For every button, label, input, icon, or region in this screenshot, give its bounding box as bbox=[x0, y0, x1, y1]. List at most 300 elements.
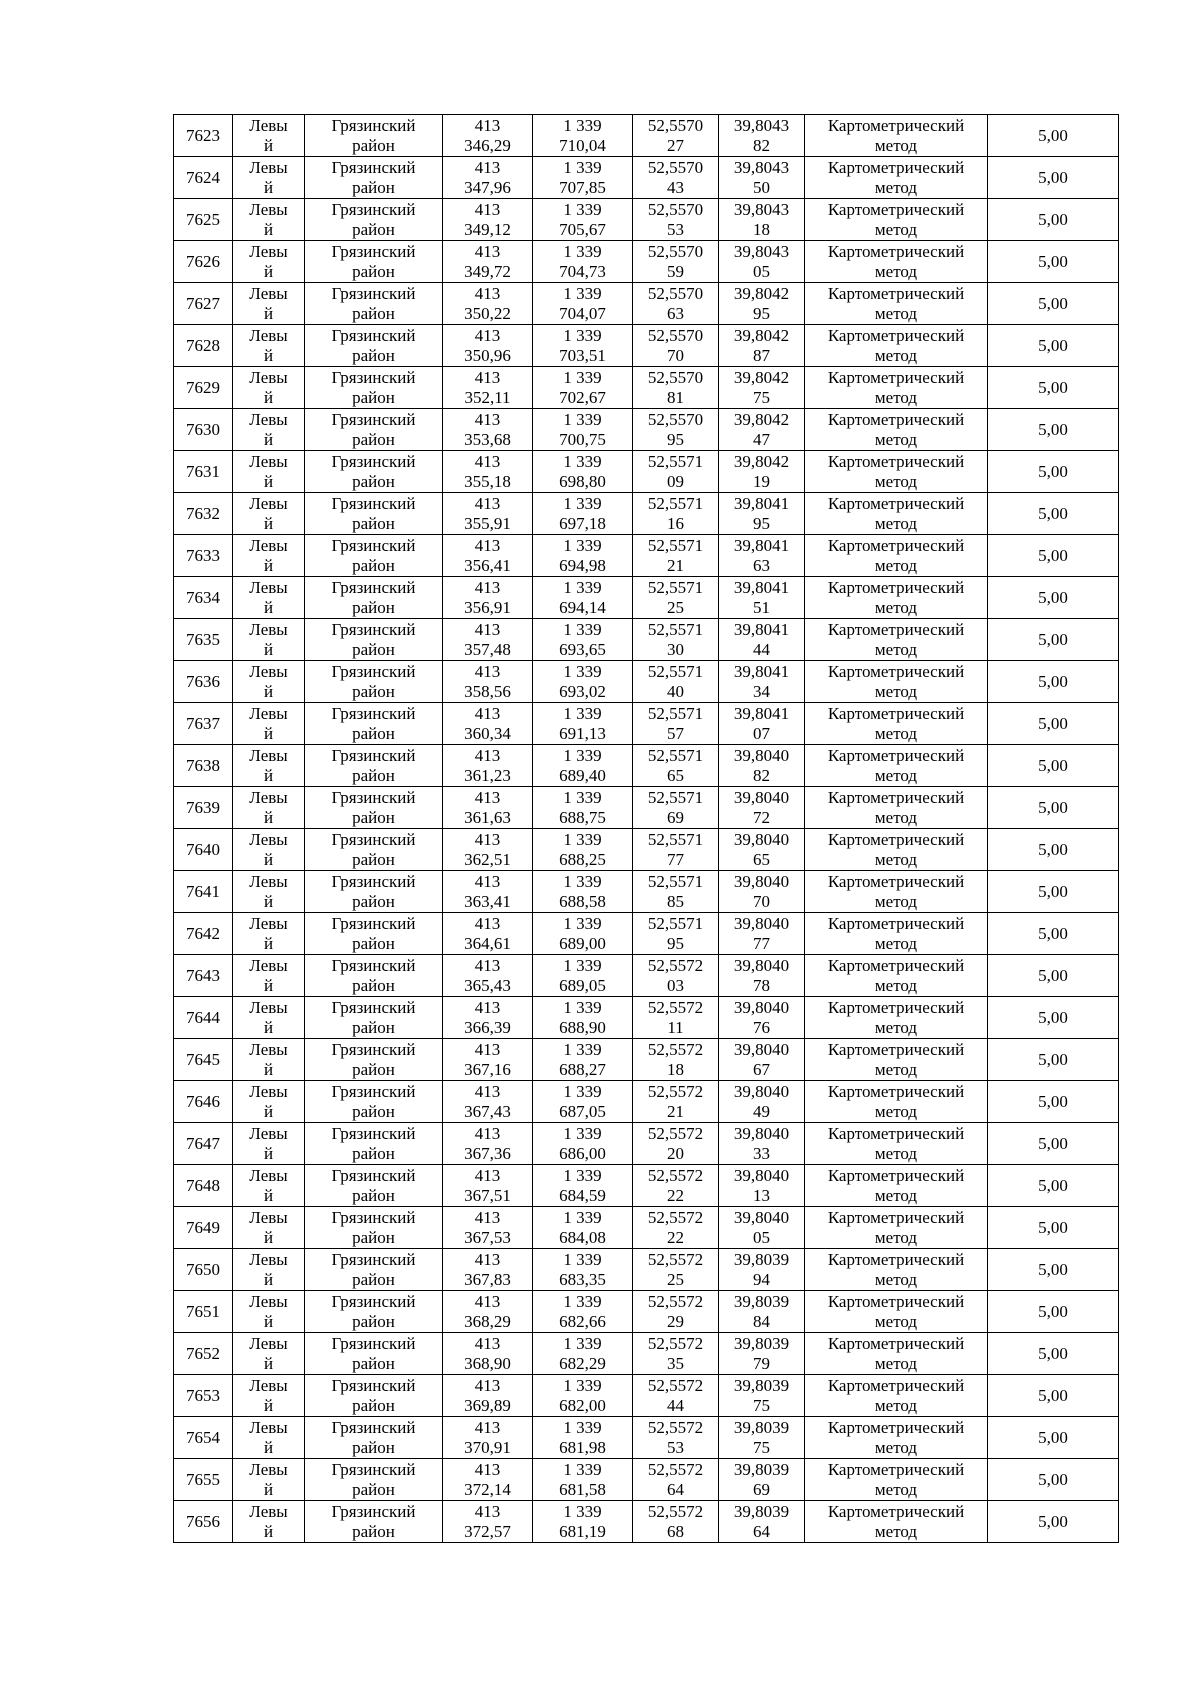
cell-latitude bbox=[633, 1417, 719, 1459]
cell-latitude-line: 69 bbox=[667, 807, 684, 827]
cell-side-line: й bbox=[263, 429, 274, 449]
cell-side bbox=[233, 1165, 305, 1207]
cell-district-line: Грязинский bbox=[331, 409, 416, 429]
cell-district bbox=[305, 1291, 443, 1333]
cell-coord-y bbox=[533, 1123, 633, 1165]
cell-point-number: 7651 bbox=[174, 1291, 233, 1333]
cell-district bbox=[305, 703, 443, 745]
cell-latitude bbox=[633, 913, 719, 955]
cell-latitude bbox=[633, 619, 719, 661]
cell-coord-x bbox=[443, 1081, 533, 1123]
cell-longitude-line: 39,8043 bbox=[733, 241, 790, 261]
cell-method-line: метод bbox=[874, 1143, 918, 1163]
cell-method-line: Картометрический bbox=[827, 1081, 965, 1101]
cell-district-line: район bbox=[352, 1017, 395, 1037]
cell-coord-y bbox=[533, 1249, 633, 1291]
cell-side bbox=[233, 1081, 305, 1123]
cell-method-line: метод bbox=[874, 513, 918, 533]
cell-coord-x-line: 369,89 bbox=[464, 1395, 511, 1415]
cell-accuracy: 5,00 bbox=[988, 1459, 1119, 1501]
cell-longitude bbox=[719, 325, 805, 367]
cell-method-line: Картометрический bbox=[827, 955, 965, 975]
table-row bbox=[174, 1291, 1119, 1333]
cell-coord-x bbox=[443, 703, 533, 745]
cell-method-line: метод bbox=[874, 261, 918, 281]
cell-side bbox=[233, 787, 305, 829]
cell-coord-y-line: 1 339 bbox=[563, 955, 602, 975]
cell-district bbox=[305, 1081, 443, 1123]
cell-coord-x-line: 413 bbox=[474, 829, 501, 849]
cell-district-line: Грязинский bbox=[331, 829, 416, 849]
cell-coord-x bbox=[443, 1333, 533, 1375]
cell-longitude bbox=[719, 1249, 805, 1291]
cell-side-line: Левы bbox=[249, 241, 288, 261]
table-row bbox=[174, 1039, 1119, 1081]
cell-longitude-line: 77 bbox=[753, 933, 770, 953]
cell-method-line: метод bbox=[874, 849, 918, 869]
cell-coord-y-line: 693,02 bbox=[559, 681, 606, 701]
cell-side-line: Левы bbox=[249, 745, 288, 765]
cell-side bbox=[233, 1123, 305, 1165]
cell-longitude-line: 39,8042 bbox=[733, 451, 790, 471]
cell-method bbox=[805, 703, 988, 745]
cell-district-line: район bbox=[352, 135, 395, 155]
table-row bbox=[174, 409, 1119, 451]
cell-coord-x-line: 413 bbox=[474, 955, 501, 975]
cell-latitude-line: 09 bbox=[667, 471, 684, 491]
cell-latitude-line: 52,5570 bbox=[647, 157, 704, 177]
cell-latitude-line: 52,5571 bbox=[647, 703, 704, 723]
cell-coord-y-line: 689,05 bbox=[559, 975, 606, 995]
cell-side-line: й bbox=[263, 1101, 274, 1121]
cell-district bbox=[305, 997, 443, 1039]
cell-district-line: район bbox=[352, 975, 395, 995]
cell-latitude-line: 52,5572 bbox=[647, 1039, 704, 1059]
cell-side bbox=[233, 913, 305, 955]
cell-coord-x-line: 367,16 bbox=[464, 1059, 511, 1079]
cell-side-line: Левы bbox=[249, 1333, 288, 1353]
cell-coord-y-line: 703,51 bbox=[559, 345, 606, 365]
cell-point-number: 7654 bbox=[174, 1417, 233, 1459]
cell-coord-x-line: 413 bbox=[474, 199, 501, 219]
cell-method bbox=[805, 157, 988, 199]
cell-method bbox=[805, 409, 988, 451]
cell-point-number: 7647 bbox=[174, 1123, 233, 1165]
cell-coord-x-line: 413 bbox=[474, 997, 501, 1017]
cell-coord-y-line: 707,85 bbox=[559, 177, 606, 197]
cell-method-line: Картометрический bbox=[827, 535, 965, 555]
cell-coord-x bbox=[443, 1417, 533, 1459]
cell-method bbox=[805, 787, 988, 829]
cell-latitude-line: 52,5572 bbox=[647, 1333, 704, 1353]
cell-district-line: Грязинский bbox=[331, 577, 416, 597]
cell-side bbox=[233, 241, 305, 283]
cell-longitude-line: 39,8040 bbox=[733, 1207, 790, 1227]
cell-longitude-line: 39,8041 bbox=[733, 577, 790, 597]
cell-district bbox=[305, 325, 443, 367]
cell-point-number: 7625 bbox=[174, 199, 233, 241]
cell-latitude bbox=[633, 1081, 719, 1123]
cell-district-line: Грязинский bbox=[331, 1501, 416, 1521]
cell-district-line: район bbox=[352, 639, 395, 659]
cell-side-line: Левы bbox=[249, 1501, 288, 1521]
cell-coord-x bbox=[443, 241, 533, 283]
cell-method bbox=[805, 1249, 988, 1291]
cell-method bbox=[805, 745, 988, 787]
cell-latitude bbox=[633, 577, 719, 619]
cell-method-line: метод bbox=[874, 1521, 918, 1541]
cell-coord-x bbox=[443, 199, 533, 241]
cell-coord-x-line: 413 bbox=[474, 367, 501, 387]
cell-coord-y-line: 688,27 bbox=[559, 1059, 606, 1079]
cell-latitude-line: 27 bbox=[667, 135, 684, 155]
cell-longitude bbox=[719, 1501, 805, 1543]
cell-side bbox=[233, 1333, 305, 1375]
cell-district bbox=[305, 745, 443, 787]
cell-side-line: Левы bbox=[249, 1417, 288, 1437]
cell-coord-x-line: 413 bbox=[474, 1291, 501, 1311]
cell-coord-y bbox=[533, 535, 633, 577]
cell-method-line: Картометрический bbox=[827, 199, 965, 219]
cell-coord-x bbox=[443, 1039, 533, 1081]
table-row bbox=[174, 157, 1119, 199]
cell-coord-y-line: 1 339 bbox=[563, 451, 602, 471]
cell-side-line: Левы bbox=[249, 1249, 288, 1269]
cell-longitude-line: 79 bbox=[753, 1353, 770, 1373]
cell-latitude-line: 53 bbox=[667, 219, 684, 239]
cell-method bbox=[805, 199, 988, 241]
cell-coord-x bbox=[443, 997, 533, 1039]
cell-longitude-line: 39,8039 bbox=[733, 1417, 790, 1437]
cell-method-line: Картометрический bbox=[827, 745, 965, 765]
cell-coord-y-line: 682,29 bbox=[559, 1353, 606, 1373]
cell-side-line: й bbox=[263, 345, 274, 365]
cell-longitude bbox=[719, 1417, 805, 1459]
cell-coord-y-line: 704,73 bbox=[559, 261, 606, 281]
cell-latitude-line: 21 bbox=[667, 555, 684, 575]
cell-point-number: 7642 bbox=[174, 913, 233, 955]
cell-side bbox=[233, 451, 305, 493]
cell-district-line: район bbox=[352, 1311, 395, 1331]
cell-longitude-line: 39,8039 bbox=[733, 1249, 790, 1269]
cell-coord-y-line: 691,13 bbox=[559, 723, 606, 743]
cell-coord-y bbox=[533, 955, 633, 997]
cell-district-line: Грязинский bbox=[331, 1375, 416, 1395]
cell-district bbox=[305, 157, 443, 199]
table-row bbox=[174, 115, 1119, 157]
cell-coord-x-line: 362,51 bbox=[464, 849, 511, 869]
cell-method-line: метод bbox=[874, 1227, 918, 1247]
cell-side-line: й bbox=[263, 219, 274, 239]
cell-coord-x bbox=[443, 535, 533, 577]
cell-latitude bbox=[633, 325, 719, 367]
cell-longitude-line: 64 bbox=[753, 1521, 770, 1541]
cell-coord-x-line: 413 bbox=[474, 913, 501, 933]
cell-longitude bbox=[719, 787, 805, 829]
table-row bbox=[174, 1417, 1119, 1459]
cell-side bbox=[233, 409, 305, 451]
cell-district-line: Грязинский bbox=[331, 913, 416, 933]
cell-coord-y-line: 697,18 bbox=[559, 513, 606, 533]
cell-point-number: 7649 bbox=[174, 1207, 233, 1249]
cell-district bbox=[305, 1165, 443, 1207]
cell-latitude-line: 52,5570 bbox=[647, 325, 704, 345]
cell-accuracy: 5,00 bbox=[988, 1417, 1119, 1459]
cell-side-line: Левы bbox=[249, 787, 288, 807]
cell-method-line: метод bbox=[874, 597, 918, 617]
cell-latitude-line: 52,5570 bbox=[647, 409, 704, 429]
cell-method-line: Картометрический bbox=[827, 787, 965, 807]
cell-coord-x-line: 367,53 bbox=[464, 1227, 511, 1247]
cell-method-line: метод bbox=[874, 1395, 918, 1415]
cell-coord-y-line: 694,98 bbox=[559, 555, 606, 575]
cell-longitude-line: 82 bbox=[753, 135, 770, 155]
cell-district-line: Грязинский bbox=[331, 661, 416, 681]
cell-coord-x-line: 413 bbox=[474, 1333, 501, 1353]
cell-side-line: й bbox=[263, 1311, 274, 1331]
cell-point-number: 7623 bbox=[174, 115, 233, 157]
cell-coord-x-line: 361,63 bbox=[464, 807, 511, 827]
cell-coord-x-line: 413 bbox=[474, 157, 501, 177]
cell-coord-x bbox=[443, 1459, 533, 1501]
cell-method bbox=[805, 1417, 988, 1459]
cell-longitude-line: 50 bbox=[753, 177, 770, 197]
cell-coord-x-line: 352,11 bbox=[464, 387, 511, 407]
cell-longitude-line: 95 bbox=[753, 303, 770, 323]
cell-side bbox=[233, 1249, 305, 1291]
cell-accuracy: 5,00 bbox=[988, 409, 1119, 451]
cell-coord-y-line: 1 339 bbox=[563, 493, 602, 513]
cell-latitude-line: 52,5572 bbox=[647, 1081, 704, 1101]
cell-longitude-line: 39,8042 bbox=[733, 283, 790, 303]
cell-method-line: метод bbox=[874, 1185, 918, 1205]
cell-coord-y-line: 705,67 bbox=[559, 219, 606, 239]
cell-latitude-line: 85 bbox=[667, 891, 684, 911]
cell-coord-y bbox=[533, 157, 633, 199]
cell-point-number: 7637 bbox=[174, 703, 233, 745]
cell-longitude bbox=[719, 199, 805, 241]
cell-side-line: й bbox=[263, 723, 274, 743]
cell-coord-y-line: 1 339 bbox=[563, 1375, 602, 1395]
cell-side bbox=[233, 367, 305, 409]
cell-side bbox=[233, 955, 305, 997]
cell-district bbox=[305, 451, 443, 493]
cell-district-line: Грязинский bbox=[331, 1459, 416, 1479]
cell-point-number: 7627 bbox=[174, 283, 233, 325]
cell-method-line: метод bbox=[874, 1437, 918, 1457]
cell-side-line: Левы bbox=[249, 1459, 288, 1479]
cell-coord-y bbox=[533, 1081, 633, 1123]
cell-latitude-line: 52,5572 bbox=[647, 955, 704, 975]
cell-coord-y bbox=[533, 997, 633, 1039]
cell-accuracy: 5,00 bbox=[988, 871, 1119, 913]
table-row bbox=[174, 1459, 1119, 1501]
cell-latitude-line: 59 bbox=[667, 261, 684, 281]
cell-longitude-line: 39,8039 bbox=[733, 1375, 790, 1395]
table-row bbox=[174, 1123, 1119, 1165]
cell-longitude-line: 49 bbox=[753, 1101, 770, 1121]
cell-latitude-line: 22 bbox=[667, 1185, 684, 1205]
cell-latitude-line: 63 bbox=[667, 303, 684, 323]
table-row bbox=[174, 283, 1119, 325]
cell-method-line: метод bbox=[874, 807, 918, 827]
cell-longitude bbox=[719, 1081, 805, 1123]
cell-longitude-line: 05 bbox=[753, 1227, 770, 1247]
cell-latitude bbox=[633, 451, 719, 493]
cell-coord-y-line: 1 339 bbox=[563, 745, 602, 765]
cell-district-line: район bbox=[352, 1395, 395, 1415]
cell-coord-x-line: 413 bbox=[474, 283, 501, 303]
cell-coord-y-line: 1 339 bbox=[563, 1039, 602, 1059]
cell-longitude-line: 51 bbox=[753, 597, 770, 617]
cell-coord-x-line: 360,34 bbox=[464, 723, 511, 743]
cell-coord-x-line: 346,29 bbox=[464, 135, 511, 155]
cell-district bbox=[305, 1459, 443, 1501]
cell-point-number: 7628 bbox=[174, 325, 233, 367]
cell-coord-y-line: 1 339 bbox=[563, 199, 602, 219]
table-row bbox=[174, 1207, 1119, 1249]
cell-accuracy: 5,00 bbox=[988, 913, 1119, 955]
cell-coord-y bbox=[533, 703, 633, 745]
cell-method-line: метод bbox=[874, 219, 918, 239]
cell-longitude-line: 39,8039 bbox=[733, 1291, 790, 1311]
cell-coord-x-line: 413 bbox=[474, 745, 501, 765]
cell-coord-x bbox=[443, 493, 533, 535]
cell-method-line: Картометрический bbox=[827, 997, 965, 1017]
cell-latitude-line: 03 bbox=[667, 975, 684, 995]
cell-latitude-line: 52,5572 bbox=[647, 1123, 704, 1143]
cell-coord-y-line: 681,98 bbox=[559, 1437, 606, 1457]
cell-district-line: Грязинский bbox=[331, 1165, 416, 1185]
cell-method-line: Картометрический bbox=[827, 1501, 965, 1521]
cell-district-line: Грязинский bbox=[331, 1249, 416, 1269]
cell-longitude-line: 39,8042 bbox=[733, 409, 790, 429]
cell-longitude-line: 70 bbox=[753, 891, 770, 911]
cell-accuracy: 5,00 bbox=[988, 1039, 1119, 1081]
cell-district bbox=[305, 913, 443, 955]
cell-accuracy: 5,00 bbox=[988, 367, 1119, 409]
cell-district bbox=[305, 1501, 443, 1543]
cell-longitude-line: 78 bbox=[753, 975, 770, 995]
cell-coord-y-line: 1 339 bbox=[563, 703, 602, 723]
cell-method bbox=[805, 115, 988, 157]
cell-side-line: Левы bbox=[249, 1123, 288, 1143]
cell-longitude-line: 19 bbox=[753, 471, 770, 491]
cell-latitude-line: 77 bbox=[667, 849, 684, 869]
cell-method bbox=[805, 535, 988, 577]
cell-point-number: 7626 bbox=[174, 241, 233, 283]
cell-district-line: Грязинский bbox=[331, 871, 416, 891]
cell-point-number: 7636 bbox=[174, 661, 233, 703]
cell-latitude-line: 18 bbox=[667, 1059, 684, 1079]
cell-coord-y-line: 683,35 bbox=[559, 1269, 606, 1289]
cell-coord-y-line: 1 339 bbox=[563, 1249, 602, 1269]
cell-coord-y-line: 704,07 bbox=[559, 303, 606, 323]
cell-side-line: й bbox=[263, 1227, 274, 1247]
cell-coord-y-line: 688,90 bbox=[559, 1017, 606, 1037]
cell-side bbox=[233, 493, 305, 535]
table-row bbox=[174, 367, 1119, 409]
cell-district-line: Грязинский bbox=[331, 1291, 416, 1311]
cell-point-number: 7653 bbox=[174, 1375, 233, 1417]
cell-coord-x-line: 413 bbox=[474, 535, 501, 555]
cell-coord-x-line: 363,41 bbox=[464, 891, 511, 911]
cell-method-line: метод bbox=[874, 303, 918, 323]
cell-side-line: й bbox=[263, 1059, 274, 1079]
cell-coord-x-line: 364,61 bbox=[464, 933, 511, 953]
cell-coord-x-line: 413 bbox=[474, 1165, 501, 1185]
cell-longitude bbox=[719, 157, 805, 199]
cell-coord-y-line: 1 339 bbox=[563, 787, 602, 807]
cell-point-number: 7643 bbox=[174, 955, 233, 997]
cell-coord-y bbox=[533, 493, 633, 535]
cell-coord-x-line: 413 bbox=[474, 577, 501, 597]
cell-district-line: район bbox=[352, 261, 395, 281]
cell-side bbox=[233, 535, 305, 577]
cell-side-line: й bbox=[263, 513, 274, 533]
cell-coord-y-line: 710,04 bbox=[559, 135, 606, 155]
cell-accuracy: 5,00 bbox=[988, 199, 1119, 241]
cell-latitude-line: 11 bbox=[667, 1017, 684, 1037]
cell-coord-y bbox=[533, 325, 633, 367]
cell-accuracy: 5,00 bbox=[988, 1291, 1119, 1333]
table-row bbox=[174, 1249, 1119, 1291]
cell-longitude-line: 69 bbox=[753, 1479, 770, 1499]
cell-side-line: й bbox=[263, 135, 274, 155]
cell-side bbox=[233, 1417, 305, 1459]
cell-latitude bbox=[633, 409, 719, 451]
cell-longitude bbox=[719, 367, 805, 409]
cell-side bbox=[233, 871, 305, 913]
cell-coord-x-line: 413 bbox=[474, 1081, 501, 1101]
cell-method-line: Картометрический bbox=[827, 1165, 965, 1185]
cell-coord-x-line: 413 bbox=[474, 661, 501, 681]
cell-coord-x-line: 367,51 bbox=[464, 1185, 511, 1205]
cell-longitude-line: 39,8040 bbox=[733, 829, 790, 849]
cell-latitude-line: 16 bbox=[667, 513, 684, 533]
cell-latitude-line: 53 bbox=[667, 1437, 684, 1457]
cell-latitude bbox=[633, 955, 719, 997]
cell-coord-y bbox=[533, 577, 633, 619]
cell-coord-y-line: 1 339 bbox=[563, 619, 602, 639]
cell-latitude-line: 52,5570 bbox=[647, 283, 704, 303]
cell-district-line: район bbox=[352, 555, 395, 575]
cell-longitude-line: 39,8041 bbox=[733, 619, 790, 639]
cell-district-line: район bbox=[352, 849, 395, 869]
cell-coord-y-line: 689,40 bbox=[559, 765, 606, 785]
cell-district-line: Грязинский bbox=[331, 535, 416, 555]
cell-coord-x bbox=[443, 577, 533, 619]
cell-coord-x bbox=[443, 367, 533, 409]
cell-longitude-line: 39,8040 bbox=[733, 1081, 790, 1101]
cell-method-line: метод bbox=[874, 891, 918, 911]
cell-coord-x-line: 413 bbox=[474, 1123, 501, 1143]
cell-latitude bbox=[633, 1249, 719, 1291]
cell-longitude-line: 13 bbox=[753, 1185, 770, 1205]
cell-method-line: Картометрический bbox=[827, 451, 965, 471]
coordinates-table bbox=[173, 114, 1119, 1543]
table-row bbox=[174, 661, 1119, 703]
cell-coord-y-line: 1 339 bbox=[563, 1459, 602, 1479]
cell-method bbox=[805, 1207, 988, 1249]
cell-latitude bbox=[633, 535, 719, 577]
cell-longitude-line: 75 bbox=[753, 1437, 770, 1457]
cell-coord-y bbox=[533, 1207, 633, 1249]
cell-coord-y-line: 1 339 bbox=[563, 1333, 602, 1353]
cell-method-line: Картометрический bbox=[827, 367, 965, 387]
cell-point-number: 7656 bbox=[174, 1501, 233, 1543]
cell-side-line: Левы bbox=[249, 283, 288, 303]
